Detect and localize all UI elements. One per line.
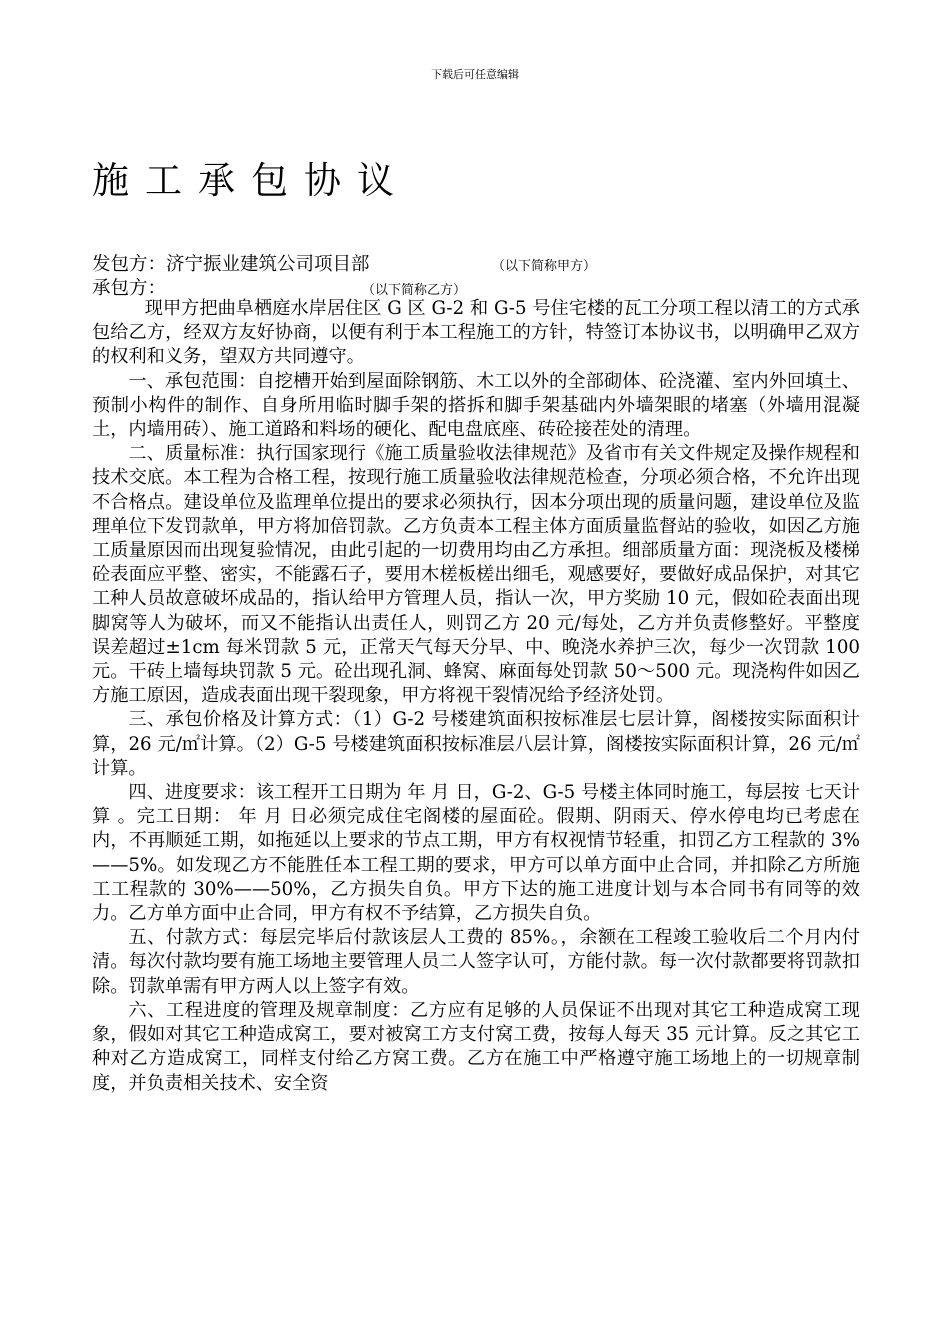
contractor-label: 承包方： xyxy=(92,278,167,299)
employer-line xyxy=(92,250,597,276)
clause-payment: 五、付款方式：每层完毕后付款该层人工费的 85%。，余额在工程竣工验收后二个月内付清。每次付款均要有施工场地主要管理人员二人签字认可，方能付款。每一次付款都要将罚款扣除。罚款单需有甲方两人以上签字有效。 xyxy=(92,927,860,997)
clause-quality: 二、质量标准：执行国家现行《施工质量验收法律规范》及省市有关文件规定及操作规程和技术交底。本工程为合格工程，按现行施工质量验收法律规范检查，分项必须合格，不允许出现不合格点。建设单位及监理单位提出的要求必须执行，因本分项出现的质量问题，建设单位及监理单位下发罚款单，甲方将加倍罚款。乙方负责本工程主体方面质量监督站的验收，如因乙方施工质量原因而出现复验情况，由此引起的一切费用均由乙方承担。细部质量方面：现浇板及楼梯砼表面应平整、密实，不能露石子，要用木槎板槎出细毛，观感要好，要做好成品保护，对其它工种人员故意破坏成品的，指认给甲方管理人员，指认一次，甲方奖励 10 元，假如砼表面出现脚窝等人为破坏，而又不能指认出责任人，则罚乙方 20 元/每处，乙方并负责修整好。平整度误差超过±1cm 每米罚款 5 元，正常天气每天分早、中、晚浇水养护三次，每少一次罚款 100 元。干砖上墙每块罚款 5 元。砼出现孔洞、蜂窝、麻面每处罚款 50～500 元。现浇构件如因乙方施工原因，造成表面出现干裂现象，甲方将视干裂情况给予经济处罚。 xyxy=(92,443,860,707)
header-note: 下载后可任意编辑 xyxy=(431,68,519,81)
clause-price: 三、承包价格及计算方式：（1）G-2 号楼建筑面积按标准层七层计算，阁楼按实际面积计算，26 元/㎡计算。（2）G-5 号楼建筑面积按标准层八层计算，阁楼按实际面积计算，26 元/㎡计算。 xyxy=(92,709,860,779)
contractor-note: （以下简称乙方） xyxy=(362,283,467,298)
clause-management: 六、工程进度的管理及规章制度：乙方应有足够的人员保证不出现对其它工种造成窝工现象，假如对其它工种造成窝工，要对被窝工方支付窝工费，按每人每天 35 元计算。反之其它工种对乙方造成窝工，同样支付给乙方窝工费。乙方在施工中严格遵守施工场地上的一切规章制度，并负责相关技术、安全资 xyxy=(92,999,860,1094)
document-body xyxy=(92,297,860,1096)
employer-label: 发包方： xyxy=(92,254,167,275)
clause-scope: 一、承包范围：自挖槽开始到屋面除钢筋、木工以外的全部砌体、砼浇灌、室内外回填土、预制小构件的制作、自身所用临时脚手架的搭拆和脚手架基础内外墙架眼的堵塞（外墙用混凝土，内墙用砖）、施工道路和料场的硬化、配电盘底座、砖砼接茬处的清理。 xyxy=(92,370,860,441)
intro-paragraph: 现甲方把曲阜栖庭水岸居住区 G 区 G-2 和 G-5 号住宅楼的瓦工分项工程以清工的方式承包给乙方，经双方友好协商，以便有利于本工程施工的方针，特签订本协议书，以明确甲乙双方的权利和义务，望双方共同遵守。 xyxy=(92,298,860,368)
document-title: 施工承包协议 xyxy=(92,159,410,202)
clause-schedule: 四、进度要求：该工程开工日期为 年 月 日，G-2、G-5 号楼主体同时施工，每层按 七天计算 。完工日期： 年 月 日必须完成住宅阁楼的屋面砼。假期、阴雨天、停水停电均已考虑在内，不再顺延工期，如拖延以上要求的节点工期，甲方有权视情节轻重，扣罚乙方工程款的 3%——5%。如发现乙方不能胜任本工程工期的要求，甲方可以单方面中止合同，并扣除乙方所施工工程款的 30%——50%，乙方损失自负。甲方下达的施工进度计划与本合同书有同等的效力。乙方单方面中止合同，甲方有权不予结算，乙方损失自负。 xyxy=(92,782,860,925)
employer-name: 济宁振业建筑公司项目部 xyxy=(166,254,370,275)
employer-note: （以下简称甲方） xyxy=(492,259,597,274)
